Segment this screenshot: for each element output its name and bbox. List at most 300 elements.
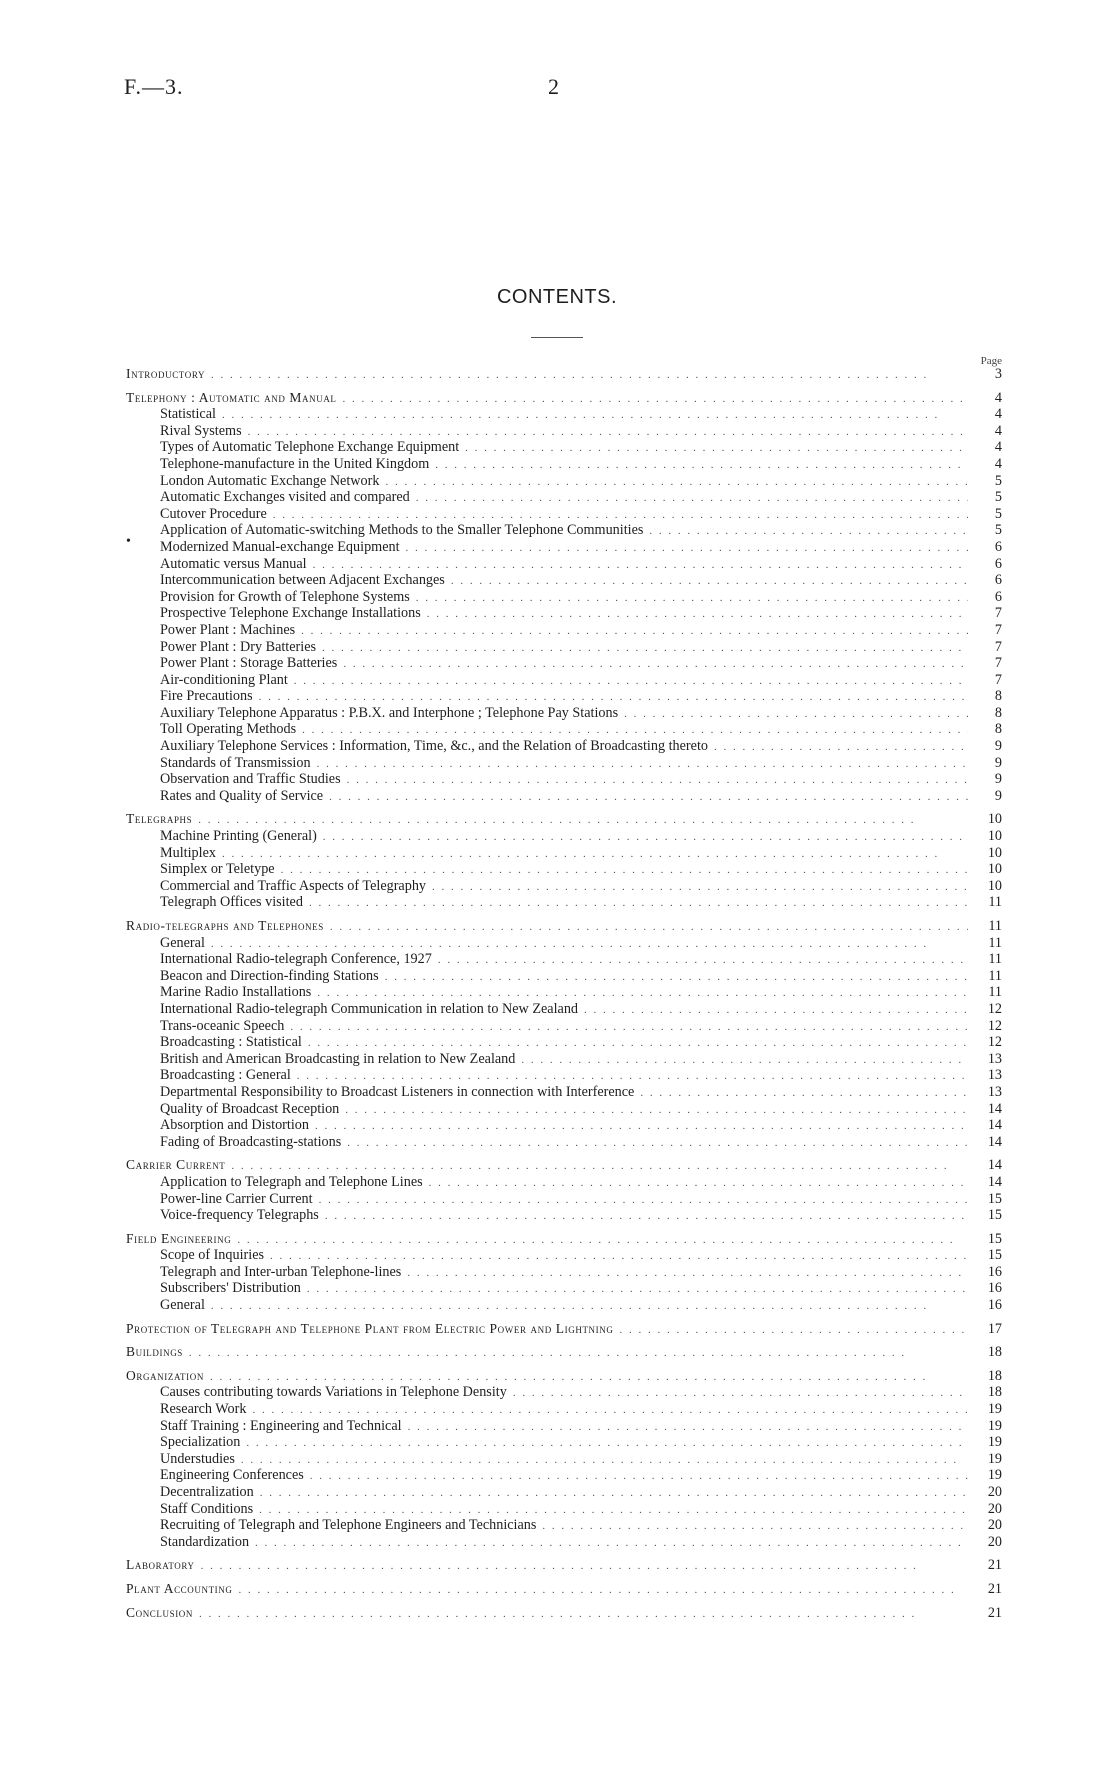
toc-entry-label: Statistical — [160, 406, 216, 423]
toc-entry-page: 20 — [987, 1484, 1002, 1500]
toc-entry-label: Broadcasting : General — [160, 1067, 291, 1084]
toc-entry[interactable] — [126, 456, 1002, 473]
toc-entry[interactable] — [126, 1280, 1002, 1297]
toc-entry[interactable] — [126, 705, 1002, 722]
toc-entry-page: 13 — [987, 1050, 1002, 1067]
toc-entry-page: 19 — [987, 1434, 1002, 1451]
toc-entry-label: Telephony : Automatic and Manual — [126, 389, 337, 405]
leader-dots — [714, 739, 968, 755]
toc-entry-page: 12 — [987, 1017, 1002, 1034]
leader-dots — [315, 1118, 968, 1134]
toc-entry-label: Plant Accounting — [126, 1580, 233, 1596]
toc-entry-page: 11 — [988, 918, 1002, 934]
toc-entry-page: 6 — [994, 555, 1002, 572]
leader-dots — [222, 407, 968, 423]
toc-entry[interactable] — [126, 1501, 1002, 1518]
toc-entry-page: 11 — [988, 934, 1002, 951]
toc-section-heading[interactable] — [126, 811, 1002, 828]
toc-entry-label: Application of Automatic-switching Methods to the Smaller Telephone Communities — [160, 522, 644, 539]
leader-dots — [255, 1535, 968, 1551]
toc-entry-label: International Radio-telegraph Communication in relation to New Zealand — [160, 1000, 579, 1017]
leader-dots — [201, 1558, 968, 1574]
toc-entry-page: 5 — [994, 489, 1002, 506]
leader-dots — [329, 789, 968, 805]
toc-entry[interactable] — [126, 861, 1002, 878]
toc-entry-page: 21 — [987, 1557, 1002, 1574]
toc-entry-page: 16 — [987, 1297, 1002, 1314]
leader-dots — [343, 656, 968, 672]
toc-entry-page: 17 — [987, 1320, 1002, 1337]
leader-dots — [624, 706, 968, 722]
toc-entry-label: Understudies — [160, 1450, 235, 1467]
toc-entry-page: 8 — [994, 721, 1002, 738]
leader-dots — [309, 895, 968, 911]
leader-dots — [248, 424, 968, 440]
toc-entry-page: 14 — [987, 1117, 1002, 1134]
toc-entry-label: Subscribers' Distribution — [160, 1280, 301, 1297]
toc-entry[interactable] — [126, 721, 1002, 738]
toc-entry-label: Auxiliary Telephone Apparatus : P.B.X. and Interphone ; Telephone Pay Stations — [160, 704, 619, 721]
toc-entry-page: 6 — [994, 538, 1002, 555]
toc-entry-page: 11 — [988, 967, 1002, 984]
toc-entry-page: 15 — [987, 1247, 1002, 1264]
toc-entry[interactable] — [126, 968, 1002, 985]
leader-dots — [406, 540, 968, 556]
leader-dots — [297, 1068, 968, 1084]
toc-section-heading[interactable] — [126, 1605, 1002, 1622]
leader-dots — [435, 457, 968, 473]
toc-entry-page: 11 — [988, 984, 1002, 1001]
leader-dots — [210, 1369, 968, 1385]
toc-entry-page: 15 — [987, 1190, 1002, 1207]
toc-entry[interactable] — [126, 935, 1002, 952]
toc-entry[interactable] — [126, 1051, 1002, 1068]
toc-entry[interactable] — [126, 1207, 1002, 1224]
toc-entry-page: 19 — [987, 1467, 1002, 1484]
toc-entry[interactable] — [126, 522, 1002, 539]
leader-dots — [347, 772, 968, 788]
toc-entry-label: Staff Training : Engineering and Technical — [160, 1417, 402, 1434]
leader-dots — [259, 689, 968, 705]
toc-entry-label: Specialization — [160, 1434, 241, 1451]
toc-entry-label: Power Plant : Machines — [160, 621, 296, 638]
toc-entry-label: Radio-telegraphs and Telephones — [126, 918, 324, 933]
toc-entry-page: 13 — [987, 1083, 1002, 1100]
toc-entry[interactable] — [126, 951, 1002, 968]
leader-dots — [307, 1281, 968, 1297]
toc-entry-page: 7 — [994, 638, 1002, 655]
leader-dots — [323, 829, 968, 845]
leader-dots — [542, 1518, 968, 1534]
toc-entry-label: Rates and Quality of Service — [160, 787, 324, 804]
toc-entry[interactable] — [126, 1451, 1002, 1468]
toc-entry-page: 4 — [994, 389, 1002, 406]
toc-entry-page: 11 — [988, 951, 1002, 968]
toc-entry-page: 20 — [987, 1500, 1002, 1517]
toc-entry-page: 10 — [987, 811, 1002, 828]
toc-entry-label: Voice-frequency Telegraphs — [160, 1207, 319, 1224]
toc-entry-label: Modernized Manual-exchange Equipment — [160, 538, 400, 555]
contents-title: CONTENTS. — [496, 286, 618, 308]
leader-dots — [451, 573, 968, 589]
leader-dots — [290, 1019, 968, 1035]
toc-entry-label: Application to Telegraph and Telephone Lines — [160, 1173, 423, 1190]
toc-entry-page: 21 — [987, 1604, 1002, 1621]
toc-section — [126, 1231, 1002, 1314]
toc-entry-page: 7 — [994, 605, 1002, 622]
toc-entry-page: 19 — [987, 1450, 1002, 1467]
toc-entry[interactable] — [126, 878, 1002, 895]
toc-entry-label: Telegraphs — [126, 811, 193, 827]
toc-entry-label: Cutover Procedure — [160, 505, 267, 522]
toc-entry[interactable] — [126, 1191, 1002, 1208]
toc-section — [126, 918, 1002, 1150]
toc-entry-page: 5 — [994, 505, 1002, 522]
report-reference: F.—3. — [124, 74, 184, 99]
leader-dots — [199, 1606, 968, 1622]
toc-entry-label: Fire Precautions — [160, 688, 253, 705]
toc-entry-label: Research Work — [160, 1401, 247, 1418]
toc-entry[interactable] — [126, 1434, 1002, 1451]
toc-entry[interactable] — [126, 1084, 1002, 1101]
toc-entry[interactable] — [126, 572, 1002, 589]
toc-entry[interactable] — [126, 1101, 1002, 1118]
toc-entry[interactable] — [126, 639, 1002, 656]
leader-dots — [270, 1248, 968, 1264]
toc-entry-label: Provision for Growth of Telephone Systems — [160, 588, 410, 605]
leader-dots — [416, 590, 968, 606]
leader-dots — [407, 1265, 968, 1281]
toc-entry-label: Decentralization — [160, 1484, 254, 1500]
leader-dots — [237, 1232, 968, 1248]
toc-entry[interactable] — [126, 605, 1002, 622]
toc-entry[interactable] — [126, 655, 1002, 672]
toc-entry-page: 4 — [994, 439, 1002, 456]
leader-dots — [438, 952, 968, 968]
leader-dots — [211, 1298, 968, 1314]
leader-dots — [273, 507, 968, 523]
toc-entry-label: Intercommunication between Adjacent Exchanges — [160, 572, 445, 589]
toc-entry-page: 11 — [988, 894, 1002, 911]
toc-entry-page: 13 — [987, 1067, 1002, 1084]
toc-entry-label: Carrier Current — [126, 1157, 226, 1173]
toc-entry[interactable] — [126, 771, 1002, 788]
toc-entry-label: Commercial and Traffic Aspects of Telegraphy — [160, 877, 427, 894]
leader-dots — [259, 1502, 968, 1518]
toc-entry[interactable] — [126, 738, 1002, 755]
toc-entry-page: 19 — [987, 1401, 1002, 1418]
toc-section-heading[interactable] — [126, 918, 1002, 935]
toc-section-heading[interactable] — [126, 1557, 1002, 1574]
toc-entry[interactable] — [126, 1174, 1002, 1191]
toc-entry[interactable] — [126, 439, 1002, 456]
leader-dots — [294, 673, 968, 689]
toc-entry-label: International Radio-telegraph Conference, 1927 — [160, 951, 432, 968]
toc-entry[interactable] — [126, 406, 1002, 423]
toc-entry[interactable] — [126, 672, 1002, 689]
page-column-label: Page — [980, 355, 1002, 367]
toc-section — [126, 390, 1002, 805]
toc-entry-label: Staff Conditions — [160, 1500, 254, 1517]
leader-dots — [231, 1158, 968, 1174]
toc-entry-page: 21 — [987, 1580, 1002, 1597]
toc-entry-label: Power Plant : Storage Batteries — [160, 655, 338, 672]
toc-entry-page: 10 — [987, 861, 1002, 878]
leader-dots — [302, 722, 968, 738]
toc-entry-label: Observation and Traffic Studies — [160, 771, 341, 788]
toc-entry-page: 14 — [987, 1100, 1002, 1117]
leader-dots — [211, 936, 968, 952]
leader-dots — [246, 1435, 968, 1451]
leader-dots — [238, 1582, 968, 1598]
toc-entry[interactable] — [126, 473, 1002, 490]
toc-section-heading[interactable] — [126, 1157, 1002, 1174]
toc-entry[interactable] — [126, 1467, 1002, 1484]
leader-dots — [317, 756, 968, 772]
toc-entry[interactable] — [126, 1384, 1002, 1401]
toc-entry[interactable] — [126, 1264, 1002, 1281]
toc-entry[interactable] — [126, 984, 1002, 1001]
toc-section — [126, 1157, 1002, 1223]
leader-dots — [416, 490, 968, 506]
leader-dots — [241, 1452, 968, 1468]
leader-dots — [319, 1192, 968, 1208]
toc-entry-label: Standardization — [160, 1533, 250, 1550]
toc-entry-page: 8 — [994, 688, 1002, 705]
toc-entry-page: 18 — [987, 1344, 1002, 1361]
leader-dots — [347, 1135, 968, 1151]
leader-dots — [432, 879, 968, 895]
leader-dots — [211, 367, 968, 383]
toc-entry-page: 18 — [987, 1367, 1002, 1384]
toc-entry-label: Auxiliary Telephone Services : Information, Time, &c., and the Relation of Broadcasting thereto — [160, 738, 708, 755]
toc-entry-label: Organization — [126, 1367, 204, 1383]
page-number: 2 — [548, 74, 559, 99]
toc-entry-label: Protection of Telegraph and Telephone Plant from Electric Power and Lightning — [126, 1320, 614, 1336]
toc-entry-page: 16 — [987, 1280, 1002, 1297]
leader-dots — [513, 1385, 968, 1401]
toc-entry-page: 6 — [994, 572, 1002, 589]
toc-entry-page: 9 — [994, 771, 1002, 788]
toc-entry-page: 5 — [994, 472, 1002, 489]
leader-dots — [281, 862, 968, 878]
toc-entry[interactable] — [126, 1401, 1002, 1418]
toc-entry[interactable] — [126, 1001, 1002, 1018]
toc-entry-page: 7 — [994, 621, 1002, 638]
leader-dots — [308, 1035, 968, 1051]
toc-section-heading[interactable] — [126, 1368, 1002, 1385]
leader-dots — [521, 1052, 968, 1068]
leader-dots — [649, 523, 968, 539]
toc-entry[interactable] — [126, 1247, 1002, 1264]
leader-dots — [322, 640, 968, 656]
toc-entry-page: 6 — [994, 588, 1002, 605]
toc-entry-label: Automatic Exchanges visited and compared — [160, 489, 410, 506]
toc-entry-page: 14 — [987, 1157, 1002, 1174]
toc-entry-label: Toll Operating Methods — [160, 721, 297, 738]
toc-entry-page: 9 — [994, 738, 1002, 755]
toc-entry-label: Scope of Inquiries — [160, 1247, 265, 1264]
toc-entry-label: Broadcasting : Statistical — [160, 1034, 302, 1051]
toc-entry-page: 10 — [987, 844, 1002, 861]
leader-dots — [429, 1175, 968, 1191]
toc-entry-label: Power Plant : Dry Batteries — [160, 638, 317, 655]
toc-entry-label: Marine Radio Installations — [160, 984, 312, 1001]
toc-entry-label: Quality of Broadcast Reception — [160, 1100, 340, 1117]
toc-entry-label: Telephone-manufacture in the United Kingdom — [160, 455, 430, 472]
toc-entry-page: 10 — [987, 877, 1002, 894]
leader-dots — [252, 1402, 968, 1418]
toc-entry-page: 15 — [987, 1230, 1002, 1247]
leader-dots — [408, 1419, 968, 1435]
leader-dots — [640, 1085, 968, 1101]
toc-entry[interactable] — [126, 894, 1002, 911]
toc-entry[interactable] — [126, 1418, 1002, 1435]
toc-entry-label: Air-conditioning Plant — [160, 671, 288, 688]
toc-entry[interactable] — [126, 828, 1002, 845]
leader-dots — [619, 1322, 968, 1338]
leader-dots — [584, 1002, 968, 1018]
toc-entry[interactable] — [126, 1018, 1002, 1035]
toc-entry-label: Multiplex — [160, 844, 216, 861]
toc-entry-label: Departmental Responsibility to Broadcast Listeners in connection with Interference — [160, 1083, 635, 1100]
toc-entry-label: Introductory — [126, 366, 206, 381]
toc-section — [126, 1605, 1002, 1622]
leader-dots — [310, 1468, 968, 1484]
toc-entry-label: Rival Systems — [160, 422, 242, 439]
toc-entry[interactable] — [126, 1484, 1002, 1501]
toc-section — [126, 366, 1002, 383]
toc-entry-page: 15 — [987, 1207, 1002, 1224]
leader-dots — [465, 440, 968, 456]
leader-dots — [313, 557, 968, 573]
toc-section-heading[interactable] — [126, 390, 1002, 407]
leader-dots — [198, 812, 968, 828]
toc-entry-page: 10 — [987, 828, 1002, 845]
toc-section — [126, 1321, 1002, 1338]
toc-entry-label: Absorption and Distortion — [160, 1117, 309, 1134]
leader-dots — [325, 1208, 968, 1224]
toc-entry-label: Simplex or Teletype — [160, 861, 275, 878]
leader-dots — [301, 623, 968, 639]
toc-entry-label: General — [160, 1297, 205, 1314]
toc-entry[interactable] — [126, 1517, 1002, 1534]
toc-entry[interactable] — [126, 755, 1002, 772]
toc-entry-page: 9 — [994, 787, 1002, 804]
toc-entry[interactable] — [126, 506, 1002, 523]
toc-entry[interactable] — [126, 539, 1002, 556]
toc-section-heading[interactable] — [126, 366, 1002, 383]
toc-section-heading[interactable] — [126, 1581, 1002, 1598]
toc-entry-label: Beacon and Direction-finding Stations — [160, 967, 379, 984]
toc-entry-label: Recruiting of Telegraph and Telephone Engineers and Technicians — [160, 1517, 537, 1534]
toc-entry[interactable] — [126, 688, 1002, 705]
toc-entry-label: Automatic versus Manual — [160, 555, 307, 572]
toc-entry[interactable] — [126, 556, 1002, 573]
toc-section — [126, 1557, 1002, 1574]
toc-entry[interactable] — [126, 788, 1002, 805]
toc-entry-page: 4 — [994, 455, 1002, 472]
toc-entry-page: 12 — [987, 1000, 1002, 1017]
toc-section — [126, 1581, 1002, 1598]
toc-entry-page: 8 — [994, 704, 1002, 721]
toc-entry-page: 12 — [987, 1034, 1002, 1051]
toc-entry-label: Prospective Telephone Exchange Installations — [160, 605, 421, 622]
toc-entry-label: Machine Printing (General) — [160, 828, 317, 845]
toc-entry[interactable] — [126, 489, 1002, 506]
table-of-contents — [126, 366, 1002, 1621]
toc-entry-label: London Automatic Exchange Network — [160, 472, 380, 489]
leader-dots — [222, 846, 968, 862]
leader-dots — [385, 474, 968, 490]
toc-entry-page: 7 — [994, 671, 1002, 688]
toc-entry[interactable] — [126, 589, 1002, 606]
toc-entry-page: 14 — [987, 1173, 1002, 1190]
toc-entry[interactable] — [126, 1067, 1002, 1084]
toc-entry[interactable] — [126, 622, 1002, 639]
toc-section — [126, 811, 1002, 911]
leader-dots — [330, 919, 968, 935]
toc-entry[interactable] — [126, 1134, 1002, 1151]
toc-entry[interactable] — [126, 845, 1002, 862]
toc-entry-page: 20 — [987, 1533, 1002, 1550]
leader-dots — [189, 1345, 968, 1361]
toc-entry[interactable] — [126, 1534, 1002, 1551]
leader-dots — [343, 391, 968, 407]
toc-entry-label: Engineering Conferences — [160, 1467, 304, 1484]
toc-entry-label: Causes contributing towards Variations in Telephone Density — [160, 1384, 507, 1401]
toc-entry-page: 3 — [994, 366, 1002, 382]
leader-dots — [260, 1485, 968, 1501]
toc-entry[interactable] — [126, 423, 1002, 440]
toc-entry-label: Types of Automatic Telephone Exchange Equipment — [160, 439, 460, 456]
toc-entry-page: 18 — [987, 1384, 1002, 1401]
leader-dots — [427, 606, 968, 622]
toc-entry-page: 19 — [987, 1417, 1002, 1434]
leader-dots — [345, 1102, 968, 1118]
toc-entry-page: 7 — [994, 655, 1002, 672]
toc-section-heading[interactable] — [126, 1344, 1002, 1361]
toc-entry-label: Field Engineering — [126, 1230, 232, 1246]
toc-entry-label: Standards of Transmission — [160, 754, 311, 771]
toc-entry-page: 16 — [987, 1263, 1002, 1280]
toc-section-heading[interactable] — [126, 1231, 1002, 1248]
toc-entry-label: General — [160, 934, 205, 951]
toc-entry[interactable] — [126, 1117, 1002, 1134]
toc-entry-page: 4 — [994, 406, 1002, 423]
toc-section-heading[interactable] — [126, 1321, 1002, 1338]
toc-entry[interactable] — [126, 1297, 1002, 1314]
toc-entry[interactable] — [126, 1034, 1002, 1051]
toc-entry-page: 14 — [987, 1133, 1002, 1150]
leader-dots — [385, 969, 968, 985]
toc-entry-label: Fading of Broadcasting-stations — [160, 1133, 342, 1150]
toc-entry-label: Power-line Carrier Current — [160, 1190, 313, 1207]
title-rule — [531, 337, 583, 338]
toc-entry-label: British and American Broadcasting in relation to New Zealand — [160, 1050, 516, 1067]
toc-entry-label: Buildings — [126, 1344, 183, 1360]
toc-entry-page: 20 — [987, 1517, 1002, 1534]
toc-section — [126, 1344, 1002, 1361]
toc-entry-label: Telegraph and Inter-urban Telephone-lines — [160, 1263, 402, 1280]
toc-entry-label: Trans-oceanic Speech — [160, 1017, 285, 1034]
toc-section — [126, 1368, 1002, 1551]
toc-entry-label: Telegraph Offices visited — [160, 894, 303, 911]
margin-bullet-mark: • — [126, 534, 131, 549]
leader-dots — [317, 985, 968, 1001]
toc-entry-label: Conclusion — [126, 1604, 194, 1620]
toc-entry-page: 5 — [994, 522, 1002, 539]
